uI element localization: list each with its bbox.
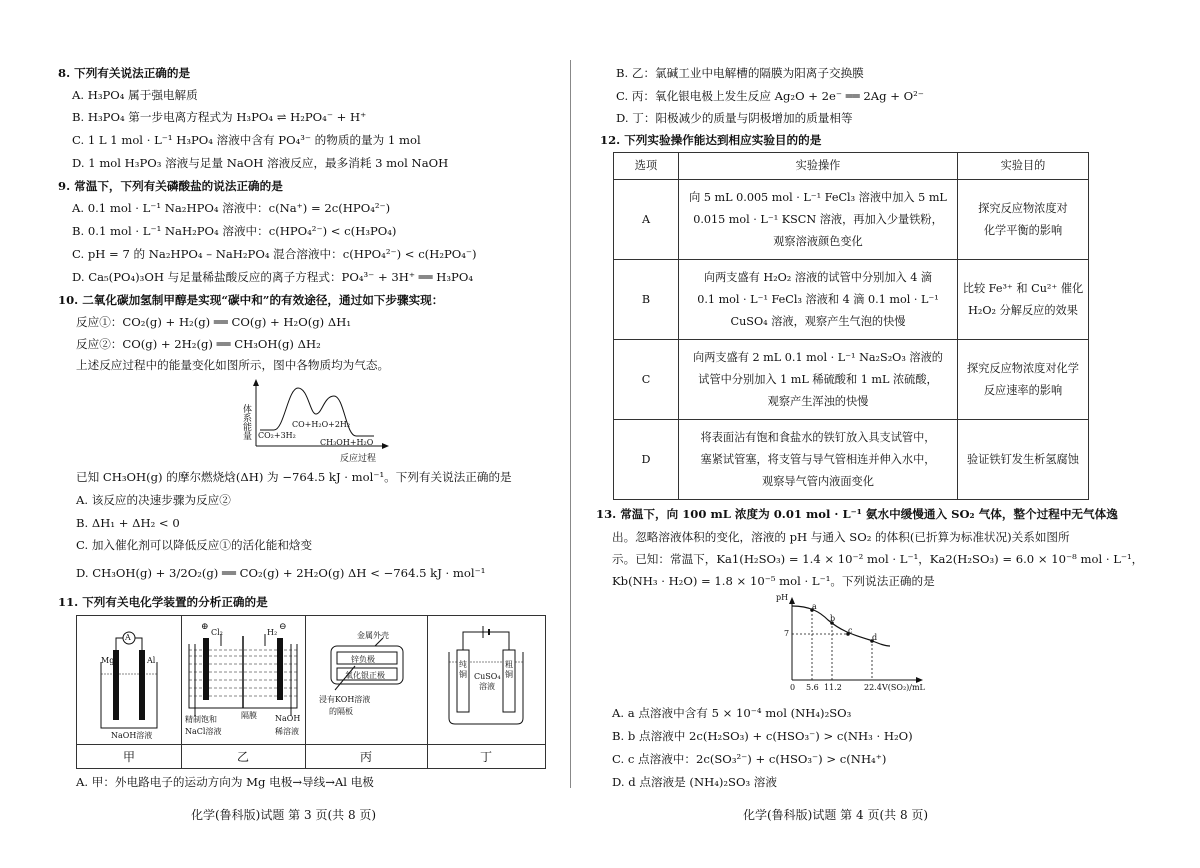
row-c-op-line-1: 向两支盛有 2 mL 0.1 mol · L⁻¹ Na₂S₂O₃ 溶液的: [693, 350, 943, 364]
row-b-op-line-3: CuSO₄ 溶液，观察产生气泡的快慢: [730, 314, 906, 328]
ph-graph: [770, 594, 930, 694]
q11-option-b[interactable]: B. 乙：氯碱工业中电解槽的隔膜为阳离子交换膜: [616, 66, 864, 80]
label-yi: 乙: [237, 750, 250, 764]
row-c-purpose: [958, 340, 1089, 420]
row-a-option: A: [614, 180, 679, 260]
q11-option-a[interactable]: A. 甲：外电路电子的运动方向为 Mg 电极→导线→Al 电极: [76, 775, 374, 789]
device-bing: [305, 616, 428, 744]
label-bing: 丙: [360, 750, 373, 764]
nacl-label-1: 精制饱和: [185, 715, 217, 724]
q11-stem: 11. 下列有关电化学装置的分析正确的是: [58, 595, 268, 609]
device-yi: [181, 616, 306, 744]
row-c-operation: [679, 340, 958, 420]
q8-stem: 8. 下列有关说法正确的是: [58, 66, 191, 80]
x-tick-22-4: 22.4: [864, 683, 882, 692]
row-d-goal-line-1: 验证铁钉发生析氢腐蚀: [967, 452, 1079, 466]
q8-option-c[interactable]: C. 1 L 1 mol · L⁻¹ H₃PO₄ 溶液中含有 PO₄³⁻ 的物质的量为 1 mol: [72, 133, 421, 147]
koh-separator-label-1: 浸有KOH溶液: [319, 695, 371, 704]
row-c-option: C: [614, 340, 679, 420]
energy-xlabel: 反应过程: [340, 454, 377, 464]
x-tick-5-6: 5.6: [806, 683, 819, 692]
q13-option-d[interactable]: D. d 点溶液是 (NH₄)₂SO₃ 溶液: [612, 775, 777, 789]
ammeter-label: A: [125, 633, 131, 642]
row-b-op-line-2: 0.1 mol · L⁻¹ FeCl₃ 溶液和 4 滴 0.1 mol · L⁻¹: [697, 292, 939, 306]
row-c-goal-line-2: 反应速率的影响: [983, 383, 1063, 397]
row-d-op-line-1: 将表面沾有饱和食盐水的铁钉放入具支试管中，: [700, 430, 936, 444]
q11-device-figure: [76, 615, 546, 769]
q10-option-a[interactable]: A. 该反应的决速步骤为反应②: [76, 493, 231, 507]
table-row[interactable]: [614, 340, 1089, 420]
q9-option-c[interactable]: C. pH = 7 的 Na₂HPO₄ – NaH₂PO₄ 混合溶液中：c(HPO₄²⁻) < c(H₂PO₄⁻): [72, 247, 477, 261]
q9-option-b[interactable]: B. 0.1 mol · L⁻¹ NaH₂PO₄ 溶液中：c(HPO₄²⁻) < c(H₃PO₄): [72, 224, 397, 238]
row-d-op-line-3: 观察导气管内液面变化: [762, 474, 874, 488]
koh-separator-label-2: 的隔板: [329, 707, 353, 716]
label-jia: 甲: [123, 750, 136, 764]
row-b-option: B: [614, 260, 679, 340]
column-divider: [570, 60, 571, 788]
table-row[interactable]: [614, 180, 1089, 260]
al-label: Al: [147, 656, 156, 665]
row-d-purpose: [958, 420, 1089, 500]
row-b-purpose: [958, 260, 1089, 340]
device-jia: [77, 616, 182, 744]
footer-page-3: 化学(鲁科版)试题 第 3 页(共 8 页): [191, 808, 377, 822]
row-b-goal-line-1: 比较 Fe³⁺ 和 Cu²⁺ 催化: [962, 281, 1084, 295]
table-row[interactable]: [614, 420, 1089, 500]
label-ding: 丁: [480, 750, 493, 764]
x-axis-label: V(SO₂)/mL: [882, 683, 925, 692]
q11-option-d[interactable]: D. 丁：阳极减少的质量与阴极增加的质量相等: [616, 111, 853, 125]
q9-option-d[interactable]: D. Ca₅(PO₄)₃OH 与足量稀盐酸反应的离子方程式：PO₄³⁻ + 3H⁺ ══ H₃PO₄: [72, 270, 473, 284]
row-a-op-line-2: 0.015 mol · L⁻¹ KSCN 溶液，再加入少量铁粉，: [693, 212, 943, 226]
nacl-label-2: NaCl溶液: [185, 727, 222, 736]
q13-option-a[interactable]: A. a 点溶液中含有 5 × 10⁻⁴ mol (NH₄)₂SO₃: [612, 706, 852, 720]
energy-state-3: CH₃OH+H₂O: [320, 438, 374, 447]
point-b-label: b: [830, 614, 836, 623]
point-a-label: a: [812, 602, 817, 611]
metal-shell-label: 金属外壳: [357, 631, 389, 640]
crude-copper-label: 粗铜: [505, 660, 513, 679]
row-d-operation: [679, 420, 958, 500]
header-option: 选项: [614, 153, 679, 180]
q10-reaction-1: 反应①：CO₂(g) + H₂(g) ══ CO(g) + H₂O(g) ΔH₁: [76, 315, 351, 329]
point-c-label: c: [848, 626, 853, 635]
device-ding: [427, 616, 545, 744]
q13-stem-line-4: Kb(NH₃ · H₂O) = 1.8 × 10⁻⁵ mol · L⁻¹。下列说法正确的是: [612, 574, 935, 588]
q10-known: 已知 CH₃OH(g) 的摩尔燃烧焓(ΔH) 为 −764.5 kJ · mol⁻¹。下列有关说法正确的是: [76, 470, 512, 484]
pure-copper-label: 纯铜: [459, 660, 467, 679]
q10-stem: 10. 二氧化碳加氢制甲醇是实现“碳中和”的有效途径，通过如下步骤实现：: [58, 293, 444, 307]
q10-note: 上述反应过程中的能量变化如图所示，图中各物质均为气态。: [76, 358, 390, 372]
mg-label: Mg: [101, 656, 115, 665]
naoh-solution-label: NaOH溶液: [111, 731, 153, 740]
q13-stem-line-1: 13. 常温下，向 100 mL 浓度为 0.01 mol · L⁻¹ 氨水中缓慢通入 SO₂ 气体，整个过程中无气体逸: [596, 507, 1118, 521]
row-d-option: D: [614, 420, 679, 500]
table-header-row: [614, 153, 1089, 180]
q9-option-a[interactable]: A. 0.1 mol · L⁻¹ Na₂HPO₄ 溶液中：c(Na⁺) = 2c(HPO₄²⁻): [72, 201, 391, 215]
energy-state-2: CO+H₂O+2H₂: [292, 420, 351, 429]
footer-page-4: 化学(鲁科版)试题 第 4 页(共 8 页): [743, 808, 929, 822]
row-a-purpose: [958, 180, 1089, 260]
point-d-label: d: [872, 633, 878, 642]
q8-option-d[interactable]: D. 1 mol H₃PO₃ 溶液与足量 NaOH 溶液反应，最多消耗 3 mol NaOH: [72, 156, 449, 170]
q8-option-b[interactable]: B. H₃PO₄ 第一步电离方程式为 H₃PO₄ ⇌ H₂PO₄⁻ + H⁺: [72, 110, 367, 124]
row-a-op-line-3: 观察溶液颜色变化: [773, 234, 863, 248]
row-a-operation: [679, 180, 958, 260]
naoh-label-2: 稀溶液: [275, 727, 299, 736]
header-purpose: 实验目的: [958, 153, 1089, 180]
row-a-goal-line-1: 探究反应物浓度对: [978, 201, 1068, 215]
energy-ylabel: 体系能量: [241, 404, 251, 440]
q13-stem-line-2: 出。忽略溶液体积的变化，溶液的 pH 与通入 SO₂ 的体积(已折算为标准状况)关系如图所: [612, 530, 1070, 544]
naoh-label-1: NaOH: [275, 714, 301, 723]
ph-7-tick: 7: [784, 629, 790, 638]
q9-stem: 9. 常温下，下列有关磷酸盐的说法正确的是: [58, 179, 283, 193]
cathode-minus-icon: ⊖: [279, 622, 287, 632]
q13-option-b[interactable]: B. b 点溶液中 2c(H₂SO₃) + c(HSO₃⁻) > c(NH₃ · H₂O): [612, 729, 913, 743]
energy-state-1: CO₂+3H₂: [258, 431, 296, 440]
anode-plus-icon: ⊕: [201, 622, 209, 632]
row-b-goal-line-2: H₂O₂ 分解反应的效果: [968, 303, 1078, 317]
table-row[interactable]: [614, 260, 1089, 340]
row-c-goal-line-1: 探究反应物浓度对化学: [967, 361, 1079, 375]
device-label-row: [77, 744, 545, 769]
h2-label: H₂: [267, 628, 278, 637]
row-c-op-line-3: 观察产生浑浊的快慢: [767, 394, 869, 408]
q10-option-c[interactable]: C. 加入催化剂可以降低反应①的活化能和焓变: [76, 538, 313, 552]
ph-axis-label: pH: [776, 593, 789, 602]
row-c-op-line-2: 试管中分别加入 1 mL 稀硫酸和 1 mL 浓硫酸，: [698, 372, 938, 386]
row-b-op-line-1: 向两支盛有 H₂O₂ 溶液的试管中分别加入 4 滴: [703, 270, 933, 284]
cuso4-solution-label: CuSO₄溶液: [474, 672, 501, 691]
row-d-op-line-2: 塞紧试管塞，将支管与导气管相连并伸入水中，: [700, 452, 936, 466]
q11-option-c[interactable]: C. 丙：氧化银电极上发生反应 Ag₂O + 2e⁻ ══ 2Ag + O²⁻: [616, 89, 924, 103]
q10-reaction-2: 反应②：CO(g) + 2H₂(g) ══ CH₃OH(g) ΔH₂: [76, 337, 321, 351]
membrane-label: 隔膜: [241, 711, 257, 720]
row-a-op-line-1: 向 5 mL 0.005 mol · L⁻¹ FeCl₃ 溶液中加入 5 mL: [689, 190, 947, 204]
x-tick-0: 0: [790, 683, 796, 692]
cl2-label: Cl₂: [211, 628, 223, 637]
header-operation: 实验操作: [679, 153, 958, 180]
q13-option-c[interactable]: C. c 点溶液中：2c(SO₃²⁻) + c(HSO₃⁻) > c(NH₄⁺): [612, 752, 887, 766]
zinc-negative-label: 锌负极: [351, 655, 375, 664]
q12-stem: 12. 下列实验操作能达到相应实验目的的是: [600, 133, 822, 147]
q10-option-d[interactable]: D. CH₃OH(g) + 3/2O₂(g) ══ CO₂(g) + 2H₂O(g) ΔH < −764.5 kJ · mol⁻¹: [76, 566, 486, 580]
row-b-operation: [679, 260, 958, 340]
row-a-goal-line-2: 化学平衡的影响: [983, 223, 1063, 237]
q8-option-a[interactable]: A. H₃PO₄ 属于强电解质: [72, 88, 198, 102]
x-tick-11-2: 11.2: [824, 683, 842, 692]
q12-table: [613, 152, 1089, 500]
silver-oxide-positive-label: 氧化银正极: [345, 671, 385, 680]
q13-stem-line-3: 示。已知：常温下，Ka1(H₂SO₃) = 1.4 × 10⁻² mol · L⁻¹，Ka2(H₂SO₃) = 6.0 × 10⁻⁸ mol · L⁻¹，: [612, 552, 1144, 566]
q10-option-b[interactable]: B. ΔH₁ + ΔH₂ < 0: [76, 516, 180, 530]
